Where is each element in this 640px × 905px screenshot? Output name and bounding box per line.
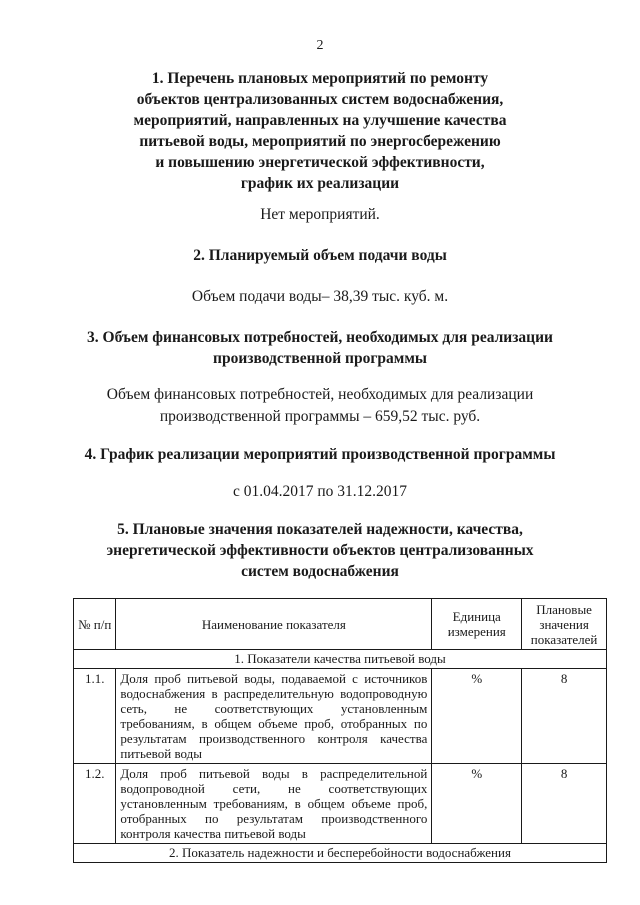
section1-title-line: объектов централизованных систем водоснабжения,: [136, 91, 504, 108]
section3-title-line: производственной программы: [213, 350, 427, 367]
indicators-table: [73, 598, 607, 863]
section3-text-line: Объем финансовых потребностей, необходимых для реализации: [106, 386, 534, 403]
table-row: [74, 669, 607, 764]
section1-title-line: питьевой воды, мероприятий по энергосбережению: [139, 133, 501, 150]
section5-title-line: энергетической эффективности объектов централизованных: [106, 542, 534, 559]
section1-title-line: мероприятий, направленных на улучшение качества: [133, 112, 507, 129]
header-unit: Единица измерения: [432, 599, 522, 650]
section1-title: [0, 68, 640, 194]
header-plan: Плановые значения показателей: [522, 599, 607, 650]
section4-title: 4. График реализации мероприятий производственной программы: [84, 446, 556, 463]
row-plan: 8: [522, 669, 607, 764]
table-group-row: [74, 650, 607, 669]
section1-title-line: 1. Перечень плановых мероприятий по ремонту: [151, 70, 489, 87]
row-plan: 8: [522, 764, 607, 844]
table-group-row: [74, 844, 607, 863]
row-num: 1.2.: [74, 764, 116, 844]
section1-title-line: и повышению энергетической эффективности,: [155, 154, 485, 171]
header-name: Наименование показателя: [116, 599, 432, 650]
section5-title-line: систем водоснабжения: [241, 563, 399, 580]
section2-title: 2. Планируемый объем подачи воды: [193, 247, 447, 264]
section2-text: Объем подачи воды– 38,39 тыс. куб. м.: [191, 288, 449, 305]
section3-title: [0, 327, 640, 369]
section1-title-line: график их реализации: [240, 175, 400, 192]
section4-text: с 01.04.2017 по 31.12.2017: [232, 483, 408, 500]
row-num: 1.1.: [74, 669, 116, 764]
section5-title: [0, 519, 640, 582]
section3-text-line: производственной программы – 659,52 тыс. руб.: [159, 408, 481, 425]
section3-title-line: 3. Объем финансовых потребностей, необходимых для реализации: [87, 329, 553, 346]
table-header-row: [74, 599, 607, 650]
row-unit: %: [432, 669, 522, 764]
page-number: 2: [316, 38, 324, 53]
group-title: 2. Показатель надежности и бесперебойности водоснабжения: [74, 844, 607, 863]
section1-text: Нет мероприятий.: [260, 206, 380, 223]
row-name: Доля проб питьевой воды, подаваемой с источников водоснабжения в распределительную водопроводную сеть, не соответствующих установленным требованиям, в общем объеме проб, отобранных по результатам производственного контроля качества питьевой воды: [116, 669, 432, 764]
table-row: [74, 764, 607, 844]
group-title: 1. Показатели качества питьевой воды: [74, 650, 607, 669]
row-name: Доля проб питьевой воды в распределительной водопроводной сети, не соответствующих установленным требованиям, в общем объеме проб, отобранных по результатам производственного контроля качества питьевой воды: [116, 764, 432, 844]
section3-text: [0, 384, 640, 428]
section5-title-line: 5. Плановые значения показателей надежности, качества,: [117, 521, 523, 538]
header-num: № п/п: [74, 599, 116, 650]
row-unit: %: [432, 764, 522, 844]
